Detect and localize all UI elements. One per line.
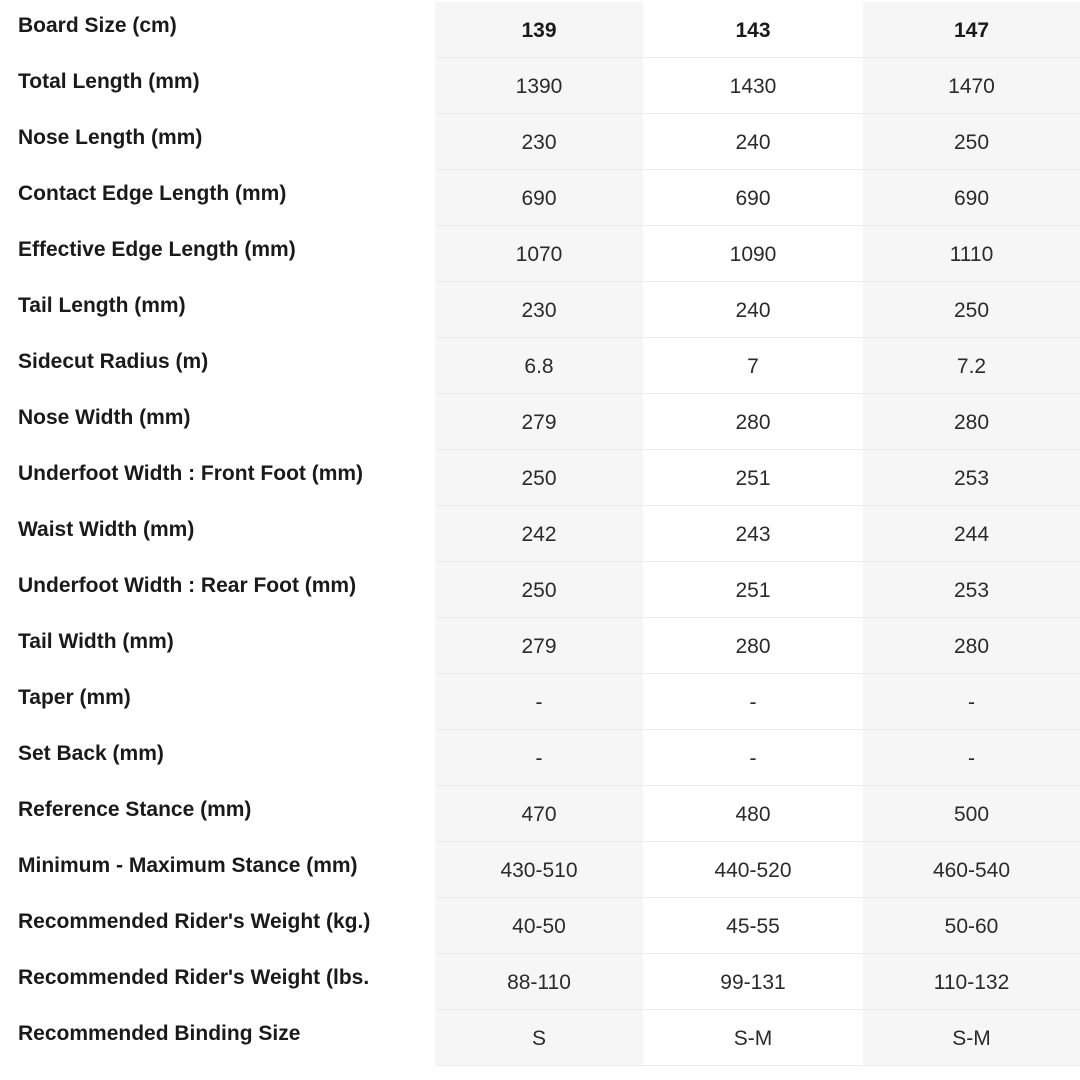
value-cell: 242 [435, 506, 643, 562]
table-row [0, 114, 1080, 170]
table-row [0, 786, 1080, 842]
value-cell: 279 [435, 618, 643, 674]
value-cell: 440-520 [643, 842, 863, 898]
size-header-cell: 139 [435, 2, 643, 58]
value-cell: 45-55 [643, 898, 863, 954]
table-row [0, 450, 1080, 506]
value-cell: S [435, 1010, 643, 1066]
row-label: Reference Stance (mm) [18, 798, 252, 821]
size-header-cell: 143 [643, 2, 863, 58]
row-label: Underfoot Width : Front Foot (mm) [18, 462, 364, 485]
value-cell: - [863, 730, 1080, 786]
table-row [0, 170, 1080, 226]
value-cell: 280 [863, 394, 1080, 450]
value-cell: 251 [643, 450, 863, 506]
table-row [0, 506, 1080, 562]
row-label: Waist Width (mm) [18, 518, 195, 541]
row-label: Effective Edge Length (mm) [18, 238, 296, 261]
value-cell: 230 [435, 114, 643, 170]
row-label: Tail Length (mm) [18, 294, 186, 317]
table-row [0, 338, 1080, 394]
table-row [0, 954, 1080, 1010]
row-label: Recommended Binding Size [18, 1022, 301, 1045]
value-cell: 279 [435, 394, 643, 450]
spec-table [0, 2, 1080, 1066]
value-cell: 1090 [643, 226, 863, 282]
value-cell: 280 [643, 618, 863, 674]
table-row [0, 226, 1080, 282]
value-cell: 88-110 [435, 954, 643, 1010]
table-row [0, 674, 1080, 730]
table-row [0, 618, 1080, 674]
value-cell: 1430 [643, 58, 863, 114]
value-cell: 6.8 [435, 338, 643, 394]
table-row [0, 898, 1080, 954]
value-cell: 253 [863, 562, 1080, 618]
value-cell: 430-510 [435, 842, 643, 898]
value-cell: 244 [863, 506, 1080, 562]
value-cell: 480 [643, 786, 863, 842]
value-cell: 240 [643, 282, 863, 338]
value-cell: 50-60 [863, 898, 1080, 954]
value-cell: 460-540 [863, 842, 1080, 898]
value-cell: 280 [863, 618, 1080, 674]
row-label: Sidecut Radius (m) [18, 350, 209, 373]
row-label: Taper (mm) [18, 686, 131, 709]
value-cell: 240 [643, 114, 863, 170]
value-cell: - [643, 674, 863, 730]
value-cell: 1470 [863, 58, 1080, 114]
value-cell: 690 [435, 170, 643, 226]
value-cell: 470 [435, 786, 643, 842]
table-row [0, 282, 1080, 338]
value-cell: 230 [435, 282, 643, 338]
row-label: Set Back (mm) [18, 742, 164, 765]
row-label: Minimum - Maximum Stance (mm) [18, 854, 358, 877]
value-cell: 1390 [435, 58, 643, 114]
value-cell: 250 [863, 114, 1080, 170]
table-row [0, 394, 1080, 450]
value-cell: 253 [863, 450, 1080, 506]
value-cell: 280 [643, 394, 863, 450]
value-cell: 250 [435, 562, 643, 618]
value-cell: - [435, 730, 643, 786]
value-cell: 99-131 [643, 954, 863, 1010]
row-label: Tail Width (mm) [18, 630, 174, 653]
value-cell: 40-50 [435, 898, 643, 954]
table-row [0, 562, 1080, 618]
value-cell: - [643, 730, 863, 786]
table-row [0, 58, 1080, 114]
table-row [0, 1010, 1080, 1066]
value-cell: - [863, 674, 1080, 730]
row-label: Board Size (cm) [18, 14, 177, 37]
row-label: Total Length (mm) [18, 70, 200, 93]
size-header-cell: 147 [863, 2, 1080, 58]
value-cell: 690 [643, 170, 863, 226]
row-label: Recommended Rider's Weight (kg.) [18, 910, 371, 933]
value-cell: 500 [863, 786, 1080, 842]
value-cell: 1110 [863, 226, 1080, 282]
row-label: Contact Edge Length (mm) [18, 182, 287, 205]
value-cell: 251 [643, 562, 863, 618]
value-cell: 690 [863, 170, 1080, 226]
value-cell: 110-132 [863, 954, 1080, 1010]
table-row [0, 842, 1080, 898]
row-label: Nose Width (mm) [18, 406, 191, 429]
row-label: Recommended Rider's Weight (lbs. [18, 966, 370, 989]
row-label: Nose Length (mm) [18, 126, 203, 149]
value-cell: S-M [643, 1010, 863, 1066]
table-row [0, 730, 1080, 786]
value-cell: 7 [643, 338, 863, 394]
value-cell: 1070 [435, 226, 643, 282]
row-label: Underfoot Width : Rear Foot (mm) [18, 574, 357, 597]
value-cell: 7.2 [863, 338, 1080, 394]
value-cell: S-M [863, 1010, 1080, 1066]
value-cell: 250 [435, 450, 643, 506]
header-row [0, 2, 1080, 58]
value-cell: 243 [643, 506, 863, 562]
value-cell: 250 [863, 282, 1080, 338]
value-cell: - [435, 674, 643, 730]
